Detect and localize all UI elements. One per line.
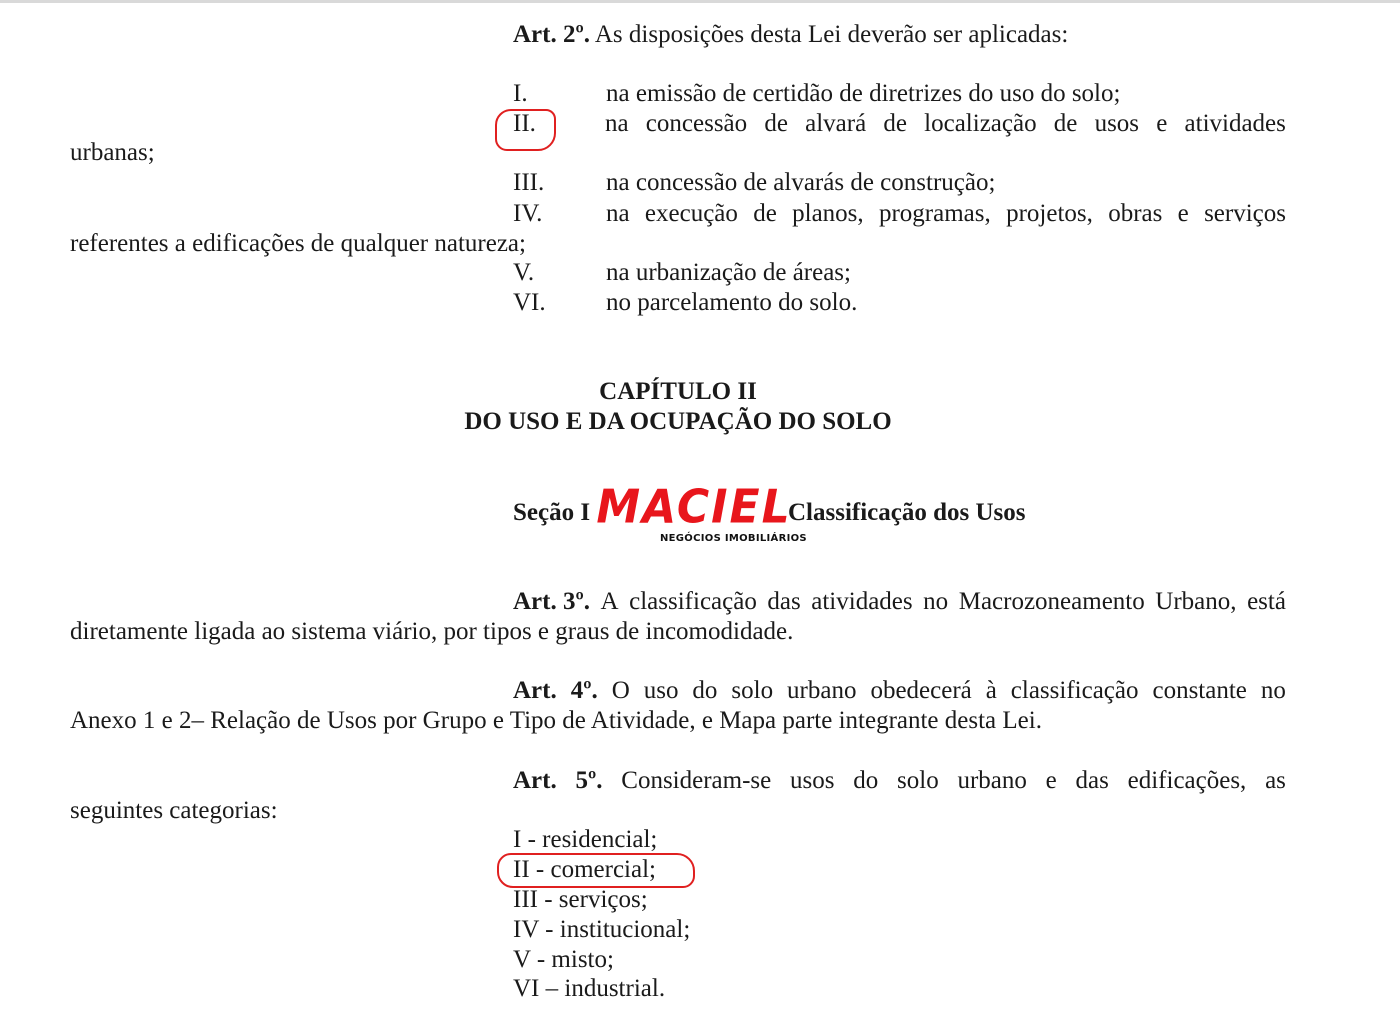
word: do [853, 767, 879, 794]
word: Consideram-se [621, 767, 772, 794]
word: A [600, 588, 619, 615]
art2-item-text [605, 109, 1286, 139]
annotation-circle [497, 853, 695, 888]
category-item: V - misto; [513, 946, 614, 973]
word: das [1075, 767, 1109, 794]
art2-label: Art. 2º. [513, 21, 590, 48]
art2-item-text [606, 199, 1286, 229]
word: atividades [811, 588, 913, 615]
word: projetos, [1006, 200, 1093, 227]
art3-continuation: diretamente ligada ao sistema viário, por tipos e graus de incomodidade. [70, 618, 794, 645]
art4-number: 4º. [570, 677, 598, 704]
art2-item-num: II. [513, 110, 536, 137]
logo-tagline: NEGÓCIOS IMOBILIÁRIOS [660, 533, 807, 544]
art2-item-continuation: referentes a edificações de qualquer natureza; [70, 230, 526, 257]
art2-item-text: no parcelamento do solo. [606, 289, 858, 316]
word: à [985, 677, 997, 704]
art2-item-num: V. [513, 259, 535, 286]
word: e [1156, 110, 1168, 137]
category-item: II - comercial; [513, 856, 656, 883]
word: na [605, 110, 629, 137]
category-item: I - residencial; [513, 826, 658, 853]
category-item: IV - institucional; [513, 916, 691, 943]
word: planos, [792, 200, 864, 227]
section-heading-end: Classificação dos Usos [788, 499, 1026, 526]
word: urbano [957, 767, 1027, 794]
word: classificação [629, 588, 757, 615]
annotation-circle [495, 109, 556, 151]
word: Macrozoneamento [958, 588, 1145, 615]
art5-number: 5º. [575, 767, 603, 794]
word: de [1053, 110, 1078, 137]
word: O [611, 677, 630, 704]
word: e [1045, 767, 1057, 794]
word: serviços [1204, 200, 1286, 227]
word: classificação [1010, 677, 1139, 704]
art5-first-line [513, 766, 1286, 796]
art2-item-num: I. [513, 80, 528, 107]
art3-first-line [513, 587, 1286, 617]
word: obedecerá [870, 677, 972, 704]
word: alvará [805, 110, 867, 137]
word: no [1260, 677, 1286, 704]
art5-label: Art. [513, 767, 557, 794]
word: Urbano, [1155, 588, 1237, 615]
section-heading-start: Seção I [513, 499, 591, 526]
word: usos [1094, 110, 1140, 137]
art2-item-text: na concessão de alvarás de construção; [606, 169, 996, 196]
art2-item-num: VI. [513, 289, 546, 316]
art2-item-text: na emissão de certidão de diretrizes do uso do solo; [606, 80, 1121, 107]
maciel-logo [588, 480, 807, 548]
word: solo [897, 767, 939, 794]
logo-brand: MACIEL [596, 480, 792, 535]
word: constante [1152, 677, 1247, 704]
word: as [1265, 767, 1286, 794]
chapter-title: CAPÍTULO II [599, 378, 757, 405]
word: urbano [787, 677, 857, 704]
art2-item-num: IV. [513, 200, 543, 227]
art5-continuation: seguintes categorias: [70, 797, 278, 824]
word: uso [643, 677, 679, 704]
word: de [753, 200, 777, 227]
art3-label: Art. 3º. [513, 588, 590, 615]
word: está [1247, 588, 1286, 615]
word: obras [1108, 200, 1163, 227]
category-item: III - serviços; [513, 886, 648, 913]
art4-continuation: Anexo 1 e 2– Relação de Usos por Grupo e Tipo de Atividade, e Mapa parte integrante desta Lei. [70, 707, 1042, 734]
word: na [606, 200, 630, 227]
art2-item-continuation: urbanas; [70, 139, 155, 166]
art4-first-line [513, 676, 1286, 706]
word: programas, [878, 200, 991, 227]
art2-item-num: III. [513, 169, 545, 196]
word: atividades [1184, 110, 1286, 137]
word: das [767, 588, 801, 615]
art2-item-text: na urbanização de áreas; [606, 259, 851, 286]
category-item: VI – industrial. [513, 975, 666, 1002]
word: e [1177, 200, 1189, 227]
word: localização [924, 110, 1037, 137]
word: no [923, 588, 949, 615]
word: edificações, [1127, 767, 1247, 794]
word: do [692, 677, 718, 704]
word: de [883, 110, 907, 137]
word: execução [644, 200, 738, 227]
chapter-subtitle: DO USO E DA OCUPAÇÃO DO SOLO [464, 408, 892, 435]
word: concessão [645, 110, 748, 137]
art2-text: As disposições desta Lei deverão ser aplicadas: [594, 21, 1069, 48]
art4-label: Art. [513, 677, 557, 704]
art2-paragraph [513, 20, 1068, 50]
word: de [764, 110, 788, 137]
word: usos [790, 767, 835, 794]
word: solo [731, 677, 774, 704]
page-top-border [0, 0, 1400, 3]
